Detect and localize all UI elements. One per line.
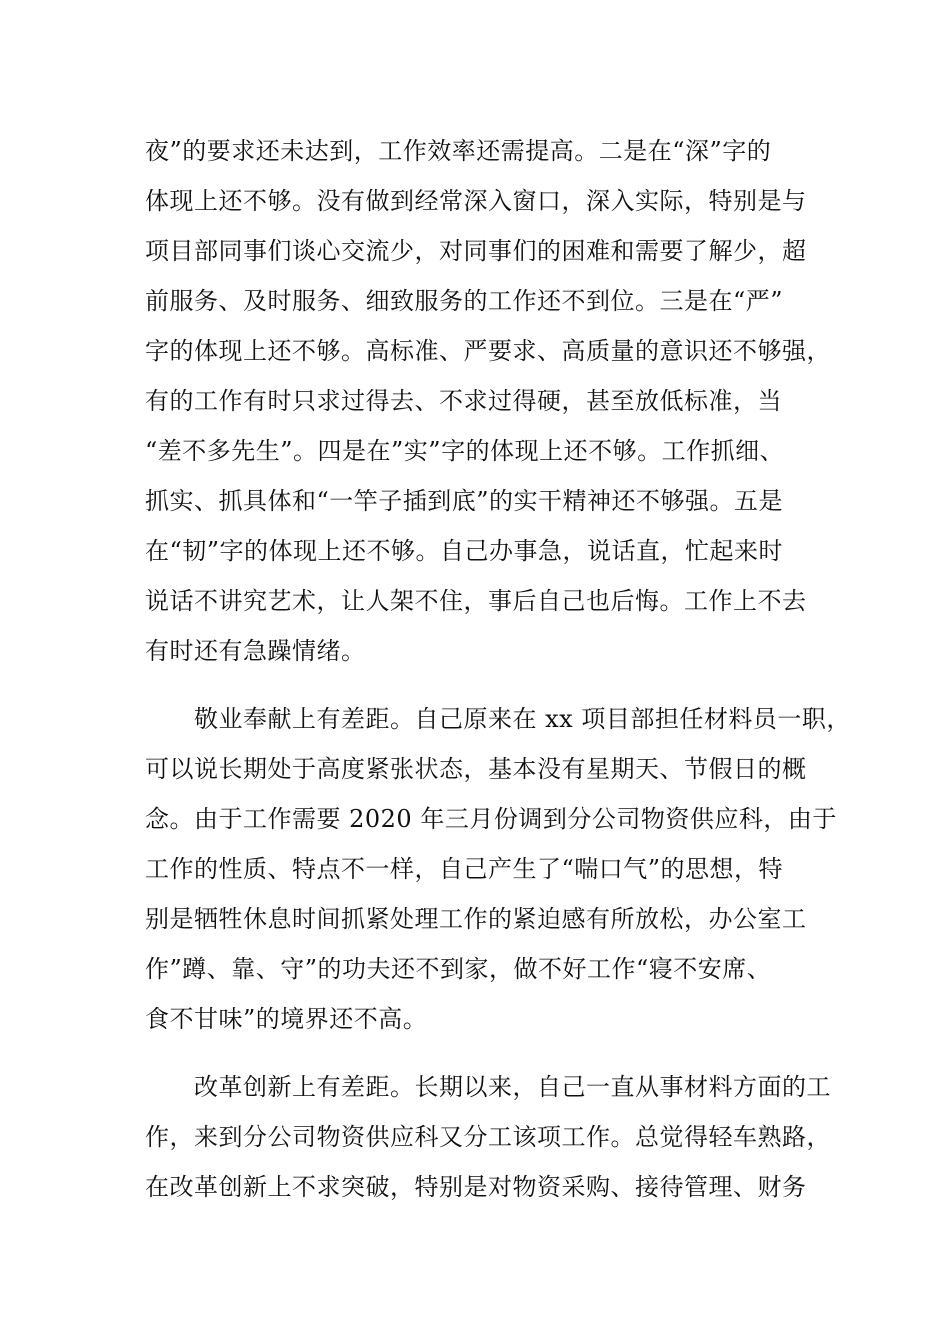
text-line: 可以说长期处于高度紧张状态，基本没有星期天、节假日的概: [145, 755, 807, 783]
text-line: 念。由于工作需要 2020 年三月份调到分公司物资供应科，由于: [145, 805, 837, 833]
text-line: 字的体现上还不够。高标准、严要求、高质量的意识还不够强，: [145, 337, 831, 365]
text-line: 改革创新上有差距。长期以来，自己一直从事材料方面的工: [145, 1073, 831, 1101]
paragraph-gap: [145, 1044, 805, 1062]
text-line: 前服务、及时服务、细致服务的工作还不到位。三是在“严”: [145, 287, 784, 315]
text-line: 有的工作有时只求过得去、不求过得硬，甚至放低标准，当: [145, 387, 782, 415]
text-line: “差不多先生”。四是在”实”字的体现上还不够。工作抓细、: [145, 437, 785, 465]
text-line: 说话不讲究艺术，让人架不住，事后自己也后悔。工作上不去: [145, 587, 807, 615]
text-line: 作，来到分公司物资供应科又分工该项工作。总觉得轻车熟路，: [145, 1123, 831, 1151]
text-line: 别是牺牲休息时间抓紧处理工作的紧迫感有所放松，办公室工: [145, 905, 807, 933]
text-line: 在改革创新上不求突破，特别是对物资采购、接待管理、财务: [145, 1173, 807, 1201]
text-line: 在“韧”字的体现上还不够。自己办事急，说话直，忙起来时: [145, 537, 784, 565]
text-line: 食不甘味”的境界还不高。: [145, 1005, 428, 1033]
paragraph-3: [145, 1062, 831, 1212]
paragraph-2: [145, 694, 851, 1044]
text-line: 有时还有急躁情绪。: [145, 637, 366, 665]
paragraph-1: [145, 126, 831, 676]
text-line: 体现上还不够。没有做到经常深入窗口，深入实际，特别是与: [145, 187, 807, 215]
text-line: 作”蹲、靠、守”的功夫还不到家，做不好工作“寝不安席、: [145, 955, 772, 983]
paragraph-gap: [145, 676, 805, 694]
document-body: [145, 126, 851, 1212]
text-line: 项目部同事们谈心交流少，对同事们的困难和需要了解少，超: [145, 237, 807, 265]
text-line: 夜”的要求还未达到，工作效率还需提高。二是在“深”字的: [145, 137, 772, 165]
text-line: 工作的性质、特点不一样，自己产生了“喘口气”的思想，特: [145, 855, 784, 883]
text-line: 敬业奉献上有差距。自己原来在 xx 项目部担任材料员一职，: [145, 705, 851, 733]
text-line: 抓实、抓具体和“一竿子插到底”的实干精神还不够强。五是: [145, 487, 784, 515]
